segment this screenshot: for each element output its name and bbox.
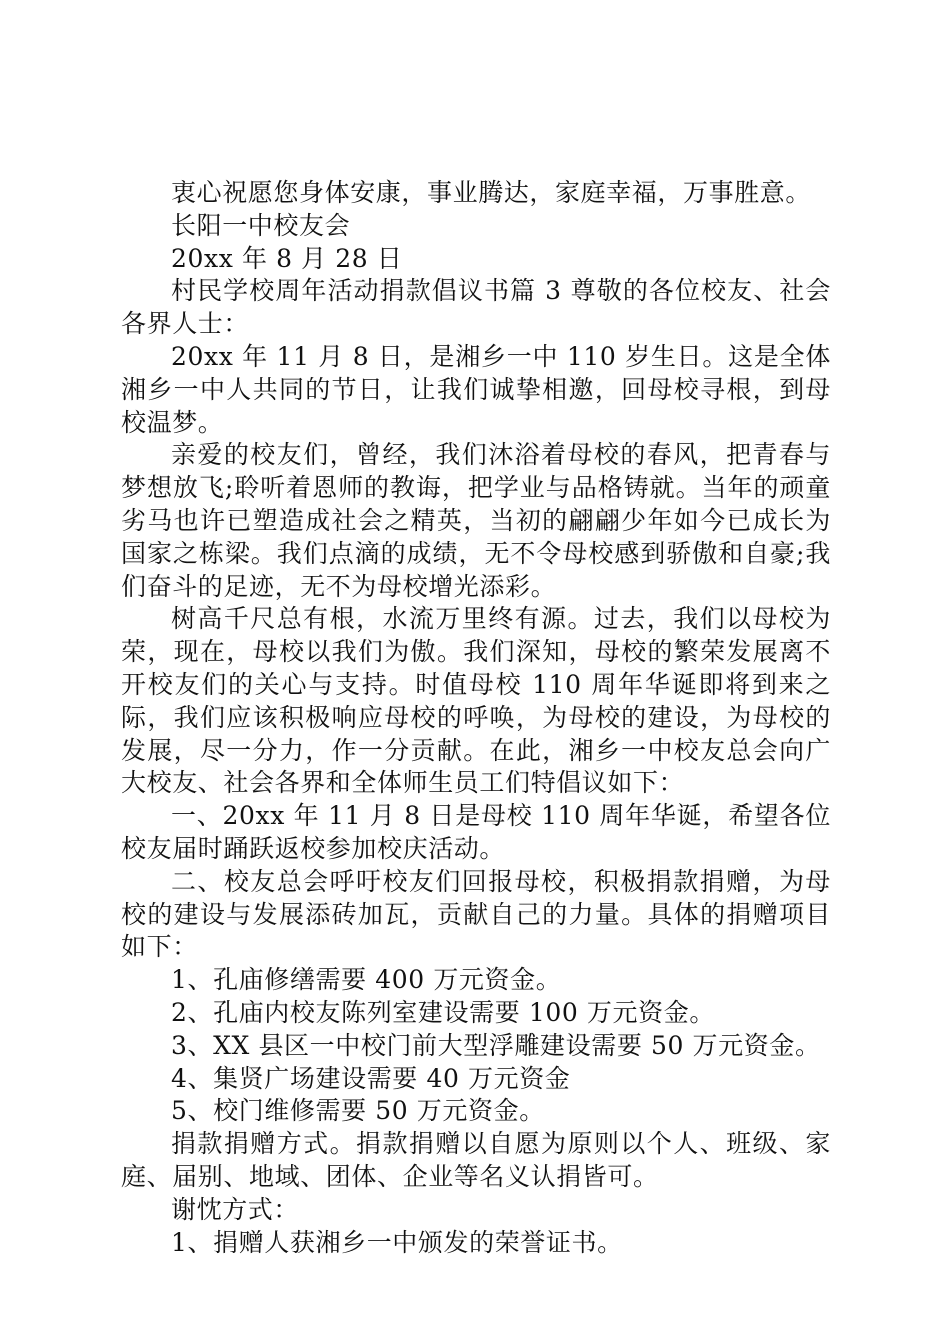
list-item: 1、孔庙修缮需要 400 万元资金。 <box>171 965 562 995</box>
paragraph-proposal-two: 二、校友总会呼吁校友们回报母校，积极捐款捐赠，为母校的建设与发展添砖加瓦，贡献自己的力量。具体的捐赠项目如下： <box>121 866 831 962</box>
document-body <box>121 177 831 1259</box>
paragraph-alumni-memory: 亲爱的校友们，曾经，我们沐浴着母校的春风，把青春与梦想放飞;聆听着恩师的教诲，把学业与品格铸就。当年的顽童劣马也许已塑造成社会之精英，当初的翩翩少年如今已成长为国家之栋梁。我们点滴的成绩，无不令母校感到骄傲和自豪;我们奋斗的足迹，无不为母校增光添彩。 <box>121 440 831 601</box>
list-item: 4、集贤广场建设需要 40 万元资金 <box>171 1063 571 1093</box>
paragraph-donation-method: 捐款捐赠方式。捐款捐赠以自愿为原则以个人、班级、家庭、届别、地域、团体、企业等名义认捐皆可。 <box>121 1129 831 1191</box>
paragraph-date: 20xx 年 8 月 28 日 <box>171 243 403 273</box>
list-item: 3、XX 县区一中校门前大型浮雕建设需要 50 万元资金。 <box>171 1030 821 1060</box>
list-item: 5、校门维修需要 50 万元资金。 <box>171 1096 545 1126</box>
paragraph-closing-wish: 衷心祝愿您身体安康，事业腾达，家庭幸福，万事胜意。 <box>171 178 812 207</box>
paragraph-title-salutation: 村民学校周年活动捐款倡议书篇 3 尊敬的各位校友、社会各界人士： <box>121 276 831 339</box>
paragraph-signature: 长阳一中校友会 <box>171 210 351 240</box>
list-item: 2、孔庙内校友陈列室建设需要 100 万元资金。 <box>171 997 715 1027</box>
list-item: 1、捐赠人获湘乡一中颁发的荣誉证书。 <box>171 1227 623 1257</box>
paragraph-proposal-one: 一、20xx 年 11 月 8 日是母校 110 周年华诞，希望各位校友届时踊跃返校参加校庆活动。 <box>121 801 831 863</box>
paragraph-thanks-heading: 谢忱方式： <box>171 1194 300 1224</box>
paragraph-anniversary-intro: 20xx 年 11 月 8 日，是湘乡一中 110 岁生日。这是全体湘乡一中人共同的节日，让我们诚挚相邀，回母校寻根，到母校温梦。 <box>121 341 831 437</box>
paragraph-appeal: 树高千尺总有根，水流万里终有源。过去，我们以母校为荣，现在，母校以我们为傲。我们深知，母校的繁荣发展离不开校友们的关心与支持。时值母校 110 周年华诞即将到来之际，我们应该积极响应母校的呼唤，为母校的建设，为母校的发展，尽一分力，作一分贡献。在此，湘乡一中校友总会向广大校友、社会各界和全体师生员工们特倡议如下： <box>121 604 831 798</box>
